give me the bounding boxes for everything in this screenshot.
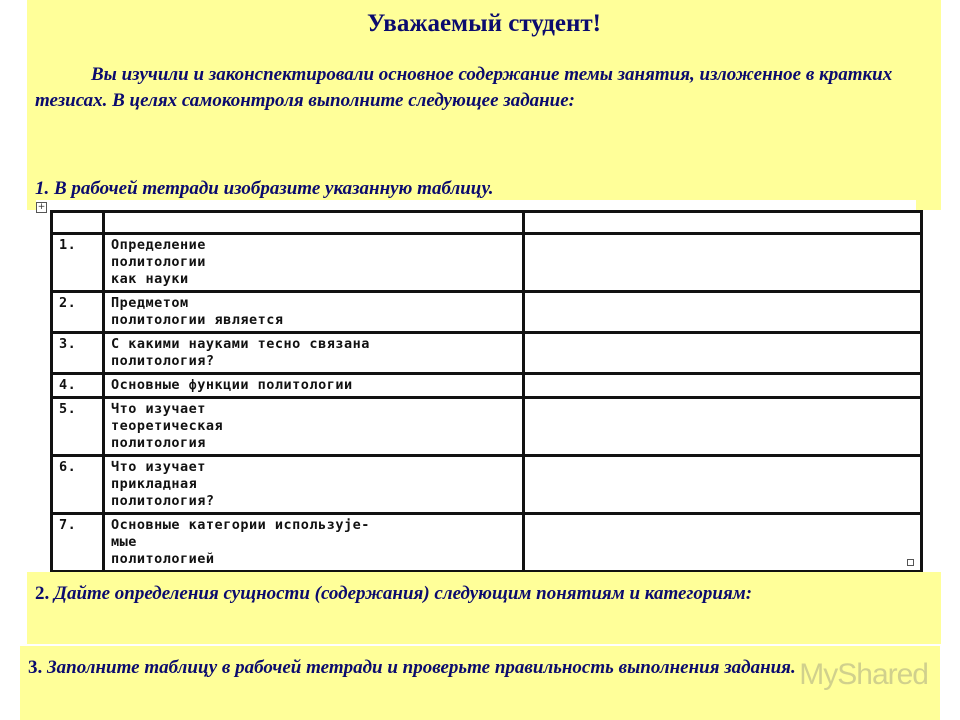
table-cell-text: Основные категории использује- мые политологией [111, 517, 370, 567]
table-cell-text: С какими науками тесно связана политология? [111, 336, 370, 369]
table-cell-question[interactable] [104, 514, 524, 572]
table-row [52, 292, 922, 333]
table-row [52, 333, 922, 374]
table-cell-text: 1. [59, 237, 77, 253]
table-cell-answer[interactable] [524, 514, 922, 572]
table-cell-num[interactable] [52, 398, 104, 456]
table-cell-num[interactable] [52, 333, 104, 374]
table-cell-answer[interactable] [524, 333, 922, 374]
self-check-table [50, 210, 923, 573]
table-cell-question[interactable] [104, 456, 524, 514]
task-3-text [28, 654, 908, 681]
table-cell-answer[interactable] [524, 456, 922, 514]
table-move-handle-icon[interactable]: + [37, 202, 46, 212]
task-3-panel [20, 646, 940, 720]
table-cell-question[interactable] [104, 212, 524, 234]
table-cell-num[interactable] [52, 212, 104, 234]
table-cell-question[interactable] [104, 374, 524, 398]
task-2-number: 2. [35, 583, 50, 604]
table-cell-num[interactable] [52, 374, 104, 398]
table-cell-question[interactable] [104, 234, 524, 292]
table-cell-answer[interactable] [524, 374, 922, 398]
table-cell-text: 7. [59, 517, 77, 533]
table-cell-num[interactable] [52, 514, 104, 572]
task-2-text [35, 580, 915, 607]
table-area [36, 200, 916, 570]
table-row [52, 212, 922, 234]
page-title: Уважаемый студент! [367, 10, 601, 37]
task-2-panel [27, 572, 941, 644]
watermark-logo: MyShared [799, 658, 928, 691]
table-cell-text: 6. [59, 459, 77, 475]
intro-panel [27, 0, 941, 210]
table-row [52, 374, 922, 398]
table-row [52, 398, 922, 456]
table-cell-answer[interactable] [524, 212, 922, 234]
table-row [52, 514, 922, 572]
table-row [52, 234, 922, 292]
table-cell-question[interactable] [104, 292, 524, 333]
table-cell-text: Определение политологии как науки [111, 237, 206, 287]
table-cell-text: Основные функции политологии [111, 377, 353, 393]
table-cell-text: Что изучает теоретическая политология [111, 401, 224, 451]
table-cell-text: 3. [59, 336, 77, 352]
table-cell-question[interactable] [104, 333, 524, 374]
table-cell-text: 5. [59, 401, 77, 417]
task-1-text: 1. В рабочей тетради изобразите указанную таблицу. [35, 178, 494, 199]
table-cell-text: 4. [59, 377, 77, 393]
table-row [52, 456, 922, 514]
table-cell-text: 2. [59, 295, 77, 311]
table-cell-answer[interactable] [524, 234, 922, 292]
table-cell-num[interactable] [52, 292, 104, 333]
table-cell-answer[interactable] [524, 292, 922, 333]
task-3-body: Заполните таблицу в рабочей тетради и проверьте правильность выполнения задания. [42, 657, 796, 678]
table-cell-text: Предметом политологии является [111, 295, 284, 328]
table-cell-num[interactable] [52, 456, 104, 514]
table-cell-answer[interactable] [524, 398, 922, 456]
task-2-body: Дайте определения сущности (содержания) следующим понятиям и категориям: [49, 583, 753, 604]
table-cell-question[interactable] [104, 398, 524, 456]
table-cell-num[interactable] [52, 234, 104, 292]
task-3-number: 3. [28, 657, 43, 678]
intro-text: Вы изучили и законспектировали основное содержание темы занятия, изложенное в кратких тезисах. В целях самоконтроля выполните следующее задание: [35, 64, 893, 111]
table-cell-text: Что изучает прикладная политология? [111, 459, 215, 509]
table-resize-handle[interactable] [907, 559, 914, 566]
